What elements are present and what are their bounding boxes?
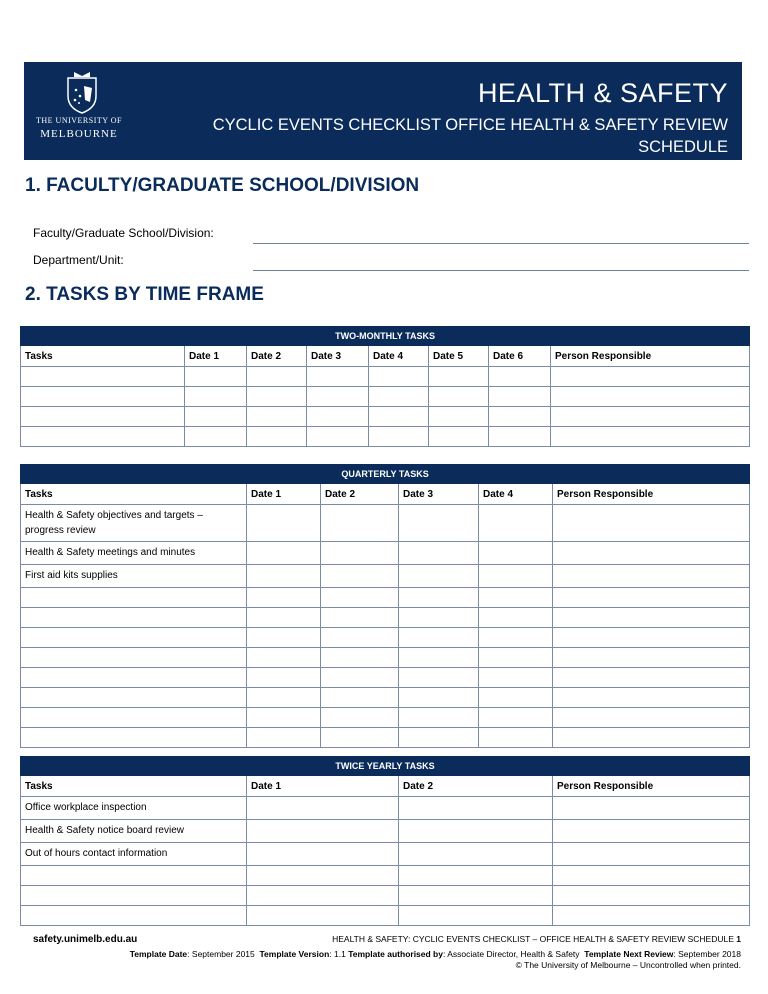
table-row[interactable] <box>21 728 750 748</box>
two-monthly-table <box>20 326 750 447</box>
column-header: Date 1 <box>185 346 247 367</box>
table-row[interactable] <box>21 628 750 648</box>
footer-doc-title <box>332 934 741 944</box>
table-header-row <box>21 776 750 797</box>
header-banner <box>24 62 742 160</box>
section1-heading: 1. FACULTY/GRADUATE SCHOOL/DIVISION <box>25 175 420 196</box>
label: Template Version <box>259 949 330 959</box>
column-header: Person Responsible <box>551 346 750 367</box>
task-label: Health & Safety notice board review <box>21 820 247 843</box>
label: Template authorised by <box>348 949 443 959</box>
template-date: September 2015 <box>191 949 255 959</box>
table-row[interactable] <box>21 688 750 708</box>
table-row[interactable] <box>21 866 750 886</box>
column-header: Date 6 <box>489 346 551 367</box>
table-row[interactable] <box>21 427 750 447</box>
label: Template Date <box>129 949 188 959</box>
table-row[interactable] <box>21 906 750 926</box>
quarterly-title: QUARTERLY TASKS <box>21 465 750 484</box>
copyright: © The University of Melbourne – Uncontrolled when printed. <box>515 960 741 970</box>
logo-text-bottom: MELBOURNE <box>40 128 118 140</box>
column-header: Tasks <box>21 776 247 797</box>
faculty-field[interactable] <box>253 243 749 244</box>
faculty-label: Faculty/Graduate School/Division: <box>33 226 214 240</box>
document-subtitle: CYCLIC EVENTS CHECKLIST OFFICE HEALTH & SAFETY REVIEW SCHEDULE <box>212 116 728 156</box>
table-row[interactable] <box>21 505 750 542</box>
table-row[interactable] <box>21 367 750 387</box>
task-label: First aid kits supplies <box>21 565 247 588</box>
department-label: Department/Unit: <box>33 253 124 267</box>
task-label: Office workplace inspection <box>21 797 247 820</box>
column-header: Date 2 <box>399 776 553 797</box>
table-header-row <box>21 346 750 367</box>
template-version: 1.1 <box>334 949 346 959</box>
column-header: Tasks <box>21 484 247 505</box>
two-monthly-title: TWO-MONTHLY TASKS <box>21 327 750 346</box>
column-header: Date 4 <box>479 484 553 505</box>
table-row[interactable] <box>21 797 750 820</box>
table-row[interactable] <box>21 820 750 843</box>
table-row[interactable] <box>21 668 750 688</box>
logo-text-top: THE UNIVERSITY OF <box>36 116 122 125</box>
column-header: Person Responsible <box>553 484 750 505</box>
crest-icon <box>62 70 102 114</box>
footer-meta: Template Date: September 2015 Template Version: 1.1 Template authorised by: Associate Director, Health & Safety Template Next Review: September 2018 © The University of Melbourne – Uncontrolled when printed. <box>129 949 741 970</box>
column-header: Date 3 <box>307 346 369 367</box>
column-header: Date 4 <box>369 346 429 367</box>
authorised-by: Associate Director, Health & Safety <box>447 949 580 959</box>
column-header: Date 2 <box>321 484 399 505</box>
table-row[interactable] <box>21 542 750 565</box>
column-header: Date 3 <box>399 484 479 505</box>
quarterly-table <box>20 464 750 748</box>
task-label: Health & Safety objectives and targets – progress review <box>21 505 247 542</box>
university-logo <box>24 62 134 160</box>
label: Template Next Review <box>584 949 674 959</box>
column-header: Person Responsible <box>553 776 750 797</box>
task-label: Out of hours contact information <box>21 843 247 866</box>
table-row[interactable] <box>21 588 750 608</box>
column-header: Date 2 <box>247 346 307 367</box>
column-header: Date 1 <box>247 484 321 505</box>
twice-yearly-title: TWICE YEARLY TASKS <box>21 757 750 776</box>
table-row[interactable] <box>21 648 750 668</box>
section2-heading: 2. TASKS BY TIME FRAME <box>25 284 264 305</box>
twice-yearly-table <box>20 756 750 926</box>
document-title: HEALTH & SAFETY <box>477 78 728 108</box>
footer-website[interactable]: safety.unimelb.edu.au <box>33 934 138 945</box>
page-number: 1 <box>736 934 741 944</box>
footer-title-text: HEALTH & SAFETY: CYCLIC EVENTS CHECKLIST – OFFICE HEALTH & SAFETY REVIEW SCHEDULE <box>332 934 734 944</box>
next-review: September 2018 <box>678 949 741 959</box>
column-header: Tasks <box>21 346 185 367</box>
department-field[interactable] <box>253 270 749 271</box>
table-row[interactable] <box>21 407 750 427</box>
table-row[interactable] <box>21 608 750 628</box>
task-label: Health & Safety meetings and minutes <box>21 542 247 565</box>
table-header-row <box>21 484 750 505</box>
column-header: Date 1 <box>247 776 399 797</box>
table-row[interactable] <box>21 708 750 728</box>
table-row[interactable] <box>21 843 750 866</box>
table-row[interactable] <box>21 387 750 407</box>
column-header: Date 5 <box>429 346 489 367</box>
table-row[interactable] <box>21 565 750 588</box>
table-row[interactable] <box>21 886 750 906</box>
